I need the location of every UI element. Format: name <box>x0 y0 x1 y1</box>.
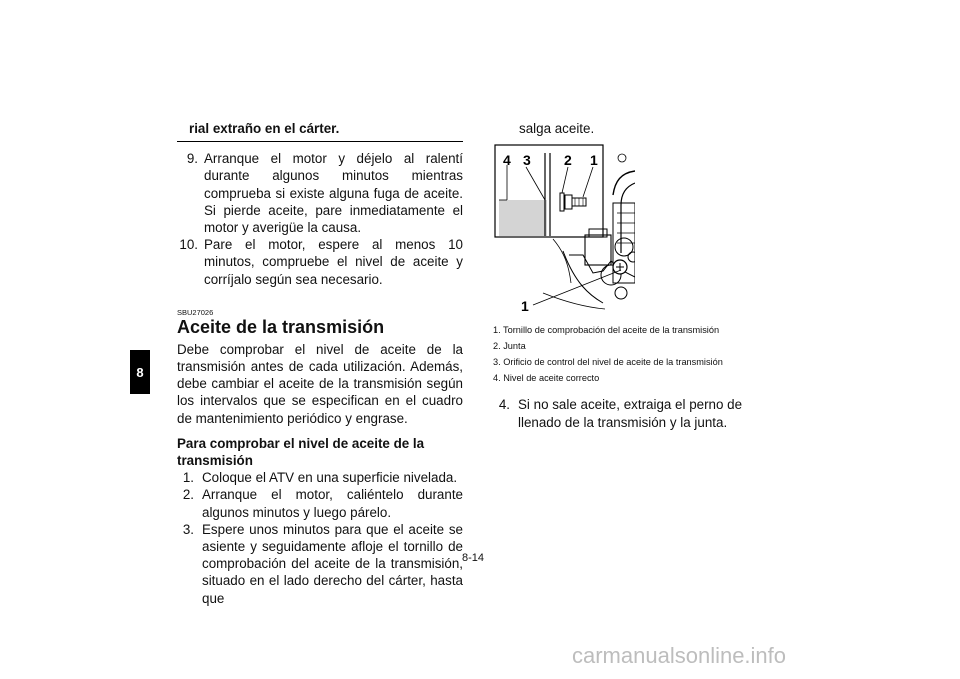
engine-line <box>563 251 603 303</box>
continuation-text: salga aceite. <box>519 121 595 136</box>
transmission-oil-figure <box>493 143 635 318</box>
engine-line <box>553 239 571 283</box>
callout-2: 2 <box>564 152 572 169</box>
callout-bottom-1: 1 <box>521 298 529 315</box>
figure-captions <box>493 322 793 386</box>
step-text: Si no sale aceite, extraiga el perno de llenado de la transmisión y la junta. <box>518 397 743 430</box>
caption-item: 1. Tornillo de comprobación del aceite de la transmisión <box>493 325 720 336</box>
direction-mark-icon <box>618 154 626 162</box>
page-number: 8-14 <box>462 552 485 564</box>
step-text: Arranque el motor y déjelo al ralentí durante algunos minutos mientras comprueba si existe alguna fuga de aceite. Si pierde aceite, pare inmediatamente el motor y averigüe la causa. <box>204 151 463 236</box>
callout-1: 1 <box>590 152 598 169</box>
step-text: Coloque el ATV en una superficie nivelada. <box>202 470 458 486</box>
step-10 <box>177 236 463 288</box>
caption-item: 4. Nivel de aceite correcto <box>493 373 600 384</box>
step-number: 4. <box>498 397 510 413</box>
step-4 <box>493 396 778 430</box>
subheading: Para comprobar el nivel de aceite de la transmisión <box>177 435 425 469</box>
step-number: 1. <box>182 470 194 486</box>
caliper-part <box>585 235 611 265</box>
leader-line <box>533 270 621 305</box>
bolt-head <box>565 195 572 209</box>
engine-part <box>628 252 635 262</box>
step-2 <box>177 486 463 520</box>
left-column <box>177 120 463 607</box>
callout-4: 4 <box>503 152 511 169</box>
step-text: Arranque el motor, caliéntelo durante algunos minutos y luego párelo. <box>202 487 463 520</box>
step-number: 2. <box>182 487 194 503</box>
step-number: 9. <box>186 151 198 167</box>
step-1 <box>177 469 463 486</box>
caption-item: 3. Orificio de control del nivel de aceite de la transmisión <box>493 357 723 368</box>
section-code: SBU27026 <box>177 307 214 317</box>
intro-paragraph: Debe comprobar el nivel de aceite de la transmisión antes de cada utilización. Además, debe cambiar el aceite de la transmisión según los intervalos que se especifican en el cuadro de mantenimiento periódico y engrase. <box>177 341 463 426</box>
watermark: carmanualsonline.info <box>572 643 787 668</box>
engine-line <box>543 293 605 309</box>
chapter-tab-label: 8 <box>136 364 144 380</box>
oil-level-fill <box>499 200 547 236</box>
step-number: 3. <box>182 521 194 537</box>
header-fragment: rial extraño en el cárter. <box>177 120 463 142</box>
engine-part <box>615 287 627 299</box>
section-title: Aceite de la transmisión <box>177 316 385 337</box>
chapter-tab <box>130 350 150 394</box>
callout-3: 3 <box>523 152 531 169</box>
step-9 <box>177 150 463 236</box>
step-text: Pare el motor, espere al menos 10 minutos, compruebe el nivel de aceite y corríjalo según sea necesario. <box>204 237 463 287</box>
step-number: 10. <box>179 237 198 253</box>
gasket-shape <box>560 193 564 211</box>
step-3 <box>177 521 463 607</box>
right-column <box>493 120 793 431</box>
step-text: Espere unos minutos para que el aceite se asiente y seguidamente afloje el tornillo de comprobación del aceite de la transmisión, situado en el lado derecho del cárter, hasta que <box>202 521 463 606</box>
caption-item: 2. Junta <box>493 341 526 352</box>
engine-line <box>621 183 635 253</box>
